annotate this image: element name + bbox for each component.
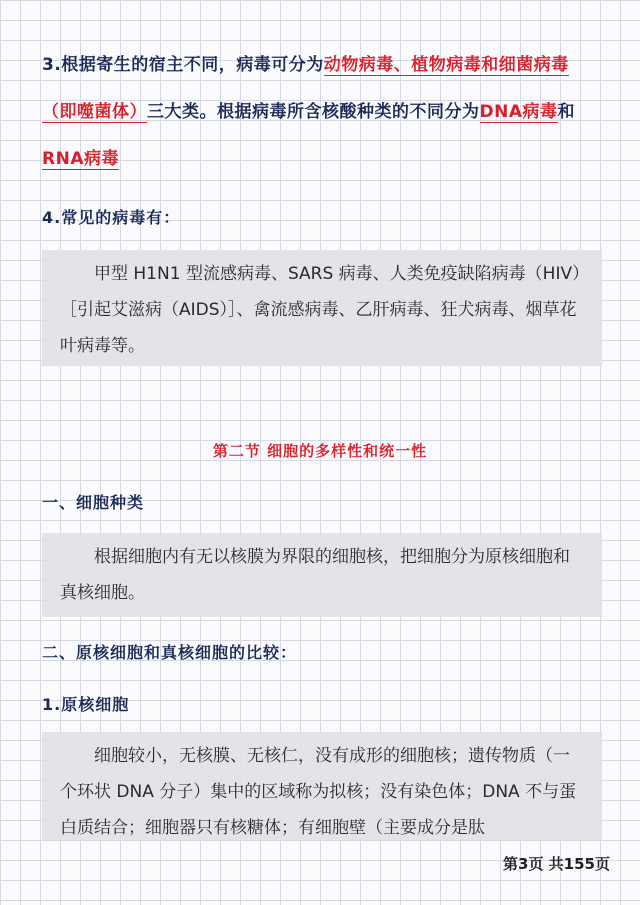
item3-highlight-virus-types: 动物病毒、植物病毒和细菌病毒（即噬菌体） xyxy=(42,55,569,122)
item3-text-1: 3.根据寄生的宿主不同，病毒可分为 xyxy=(42,55,324,75)
item4-heading: 4.常见的病毒有： xyxy=(42,208,181,227)
page-number: 第3页 共155页 xyxy=(503,855,610,873)
part2-heading: 二、原核细胞和真核细胞的比较： xyxy=(42,643,298,662)
item3-highlight-dna-virus: DNA病毒 xyxy=(479,102,558,122)
prokaryote-box: 细胞较小，无核膜、无核仁，没有成形的细胞核；遗传物质（一个环状 DNA 分子）集中的区域称为拟核；没有染色体；DNA 不与蛋白质结合；细胞器只有核糖体；有细胞壁（主要成分是肽 xyxy=(42,732,602,840)
section-title: 第二节 细胞的多样性和统一性 xyxy=(212,442,428,460)
item3-paragraph xyxy=(42,42,602,183)
item3-text-2: 三大类。根据病毒所含核酸种类的不同分为 xyxy=(147,102,480,122)
item3-highlight-rna-virus: RNA病毒 xyxy=(42,149,119,169)
prokaryote-heading: 1.原核细胞 xyxy=(42,695,130,714)
common-virus-box: 甲型 H1N1 型流感病毒、SARS 病毒、人类免疫缺陷病毒（HIV）［引起艾滋病（AIDS）］、禽流感病毒、乙肝病毒、狂犬病毒、烟草花叶病毒等。 xyxy=(42,250,602,366)
item3-text-3: 和 xyxy=(557,102,575,122)
part1-heading: 一、细胞种类 xyxy=(42,493,145,512)
cell-type-box: 根据细胞内有无以核膜为界限的细胞核，把细胞分为原核细胞和真核细胞。 xyxy=(42,533,602,617)
